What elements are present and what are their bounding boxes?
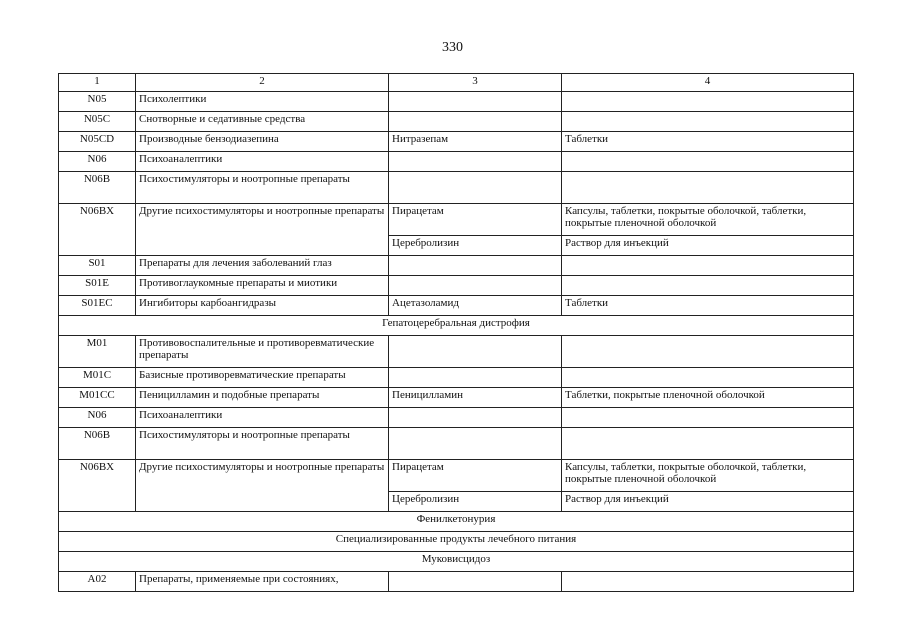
dosage-form-cell (562, 152, 854, 172)
table-row (59, 408, 854, 428)
pharm-group-cell: Другие психостимуляторы и ноотропные препараты (136, 204, 389, 256)
pharm-group-cell: Снотворные и седативные средства (136, 112, 389, 132)
table-row (59, 428, 854, 460)
dosage-form-cell (562, 172, 854, 204)
dosage-form-cell: Таблетки (562, 132, 854, 152)
atc-code-cell: A02 (59, 572, 136, 592)
pharm-group-cell: Психоаналептики (136, 152, 389, 172)
dosage-form-cell: Раствор для инъекций (562, 236, 854, 256)
pharm-group-cell: Психолептики (136, 92, 389, 112)
table-row (59, 368, 854, 388)
pharm-group-cell: Производные бензодиазепина (136, 132, 389, 152)
header-row (59, 74, 854, 92)
section-title: Фенилкетонурия (59, 512, 854, 532)
pharm-group-cell: Психоаналептики (136, 408, 389, 428)
dosage-form-cell: Капсулы, таблетки, покрытые оболочкой, таблетки, покрытые пленочной оболочкой (562, 204, 854, 236)
pharm-group-cell: Психостимуляторы и ноотропные препараты (136, 428, 389, 460)
dosage-form-cell (562, 336, 854, 368)
atc-code-cell: S01E (59, 276, 136, 296)
pharm-group-cell: Базисные противоревматические препараты (136, 368, 389, 388)
drug-name-cell: Церебролизин (389, 236, 562, 256)
atc-code-cell: S01EC (59, 296, 136, 316)
section-row (59, 532, 854, 552)
atc-code-cell: N06 (59, 152, 136, 172)
table-row (59, 172, 854, 204)
atc-code-cell: N05C (59, 112, 136, 132)
dosage-form-cell (562, 256, 854, 276)
section-row (59, 552, 854, 572)
pharm-group-cell: Психостимуляторы и ноотропные препараты (136, 172, 389, 204)
table-row (59, 204, 854, 236)
drug-table (58, 73, 854, 592)
dosage-form-cell (562, 428, 854, 460)
table-row (59, 460, 854, 492)
drug-name-cell: Церебролизин (389, 492, 562, 512)
page-number: 330 (442, 40, 463, 55)
drug-name-cell (389, 368, 562, 388)
dosage-form-cell: Таблетки, покрытые пленочной оболочкой (562, 388, 854, 408)
pharm-group-cell: Противовоспалительные и противоревматические препараты (136, 336, 389, 368)
drug-name-cell (389, 256, 562, 276)
table-row (59, 296, 854, 316)
table-body (59, 92, 854, 592)
drug-name-cell (389, 112, 562, 132)
atc-code-cell: N06B (59, 428, 136, 460)
atc-code-cell: M01CC (59, 388, 136, 408)
atc-code-cell: N06BX (59, 460, 136, 512)
pharm-group-cell: Другие психостимуляторы и ноотропные препараты (136, 460, 389, 512)
drug-name-cell (389, 92, 562, 112)
dosage-form-cell (562, 408, 854, 428)
pharm-group-cell: Препараты для лечения заболеваний глаз (136, 256, 389, 276)
pharm-group-cell: Ингибиторы карбоангидразы (136, 296, 389, 316)
drug-name-cell: Пеницилламин (389, 388, 562, 408)
dosage-form-cell (562, 92, 854, 112)
table-row (59, 92, 854, 112)
header-col-4: 4 (562, 74, 854, 92)
table-row (59, 388, 854, 408)
dosage-form-cell (562, 112, 854, 132)
section-row (59, 512, 854, 532)
atc-code-cell: N05 (59, 92, 136, 112)
atc-code-cell: M01 (59, 336, 136, 368)
atc-code-cell: N06 (59, 408, 136, 428)
drug-name-cell (389, 152, 562, 172)
drug-name-cell (389, 428, 562, 460)
section-title: Специализированные продукты лечебного питания (59, 532, 854, 552)
section-title: Муковисцидоз (59, 552, 854, 572)
table-row (59, 276, 854, 296)
atc-code-cell: M01C (59, 368, 136, 388)
dosage-form-cell (562, 368, 854, 388)
atc-code-cell: N06B (59, 172, 136, 204)
drug-name-cell (389, 276, 562, 296)
table-row (59, 256, 854, 276)
dosage-form-cell: Раствор для инъекций (562, 492, 854, 512)
drug-name-cell (389, 172, 562, 204)
pharm-group-cell: Противоглаукомные препараты и миотики (136, 276, 389, 296)
drug-name-cell: Пирацетам (389, 204, 562, 236)
table-row (59, 572, 854, 592)
section-title: Гепатоцеребральная дистрофия (59, 316, 854, 336)
drug-name-cell (389, 408, 562, 428)
table-row (59, 112, 854, 132)
atc-code-cell: N05CD (59, 132, 136, 152)
dosage-form-cell: Таблетки (562, 296, 854, 316)
table-row (59, 152, 854, 172)
header-col-2: 2 (136, 74, 389, 92)
table-row (59, 336, 854, 368)
atc-code-cell: N06BX (59, 204, 136, 256)
pharm-group-cell: Препараты, применяемые при состояниях, (136, 572, 389, 592)
drug-name-cell (389, 572, 562, 592)
header-col-1: 1 (59, 74, 136, 92)
section-row (59, 316, 854, 336)
dosage-form-cell: Капсулы, таблетки, покрытые оболочкой, таблетки, покрытые пленочной оболочкой (562, 460, 854, 492)
drug-name-cell (389, 336, 562, 368)
drug-name-cell: Ацетазоламид (389, 296, 562, 316)
dosage-form-cell (562, 276, 854, 296)
header-col-3: 3 (389, 74, 562, 92)
table-row (59, 132, 854, 152)
drug-name-cell: Пирацетам (389, 460, 562, 492)
drug-name-cell: Нитразепам (389, 132, 562, 152)
pharm-group-cell: Пеницилламин и подобные препараты (136, 388, 389, 408)
atc-code-cell: S01 (59, 256, 136, 276)
dosage-form-cell (562, 572, 854, 592)
